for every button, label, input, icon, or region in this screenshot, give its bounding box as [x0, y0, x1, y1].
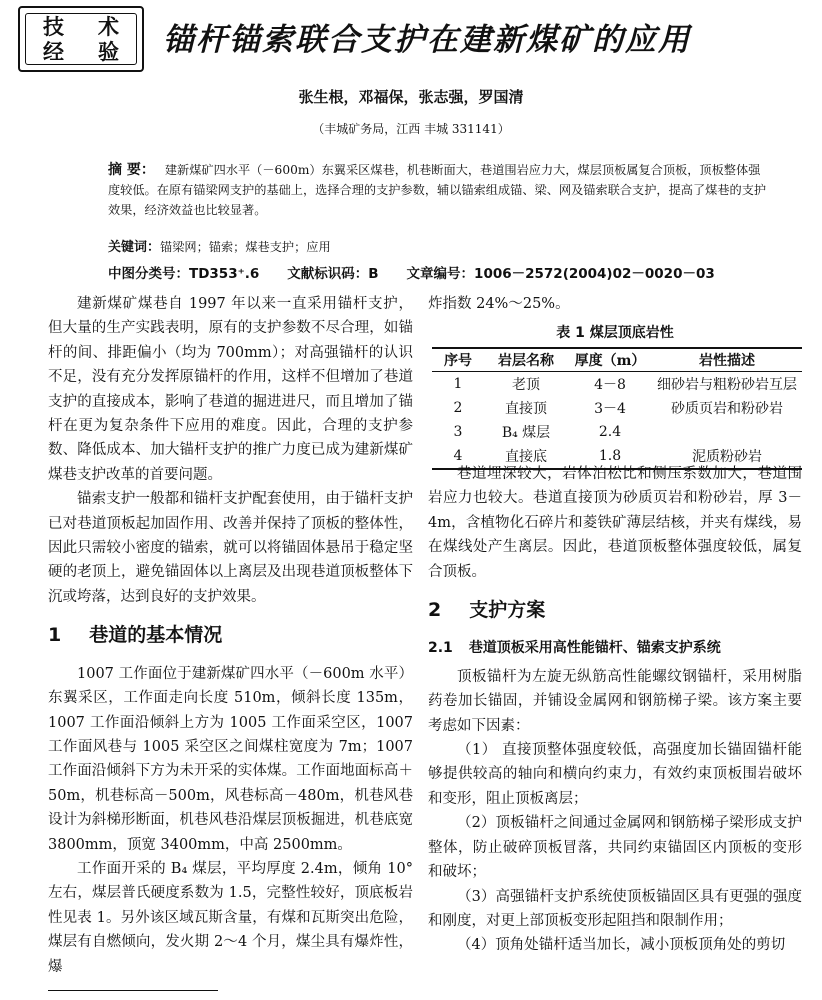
- section-title: 支护方案: [469, 599, 546, 622]
- table-cell: [652, 420, 802, 444]
- section-heading-1: [48, 623, 413, 647]
- left-column: [48, 292, 413, 979]
- article-number: 文章编号：1006－2572(2004)02－0020－03: [406, 266, 715, 282]
- paragraph: 1007 工作面位于建新煤矿四水平（－600m 水平）东翼采区，工作面走向长度 510m，倾斜长度 135m，1007 工作面沿倾斜上方为 1005 工作面采空区，1007 工作面风巷与 1005 采空区之间煤柱宽度为 7m；1007 工作面沿倾斜下方为未开采的实体煤。工作面地面标高＋50m，机巷标高－500m，风巷标高－480m，机巷风巷设计为斜梯形断面，机巷风巷沿煤层顶板掘进，机巷底宽 3800mm，顶宽 3400mm，中高 2500mm。: [48, 665, 413, 853]
- document-code: 文献标识码：B: [287, 266, 379, 282]
- abstract-text: 建新煤矿四水平（－600m）东翼采区煤巷，机巷断面大，巷道围岩应力大，煤层顶板属复合顶板，顶板整体强度较低。在原有锚梁网支护的基础上，选择合理的支护参数，辅以锚索组成锚、梁、网及锚索联合支护，提高了煤巷的支护效果，经济效益也比较显著。: [108, 163, 767, 217]
- list-item: （4）顶角处锚杆适当加长，减小顶板顶角处的剪切: [457, 937, 786, 954]
- table-cell: 1: [453, 376, 463, 392]
- table-header: 厚度（m）: [568, 348, 652, 372]
- right-column-top: [428, 292, 802, 316]
- article-title: 锚杆锚索联合支护在建新煤矿的应用: [163, 22, 691, 58]
- table-header: 岩性描述: [652, 348, 802, 372]
- table-cell: 直接底: [484, 444, 568, 469]
- paragraph: 建新煤矿煤巷自 1997 年以来一直采用锚杆支护，但大量的生产实践表明，原有的支护参数不尽合理，如锚杆的间、排距偏小（均为 700mm）；对高强锚杆的认识不足，没有充分发挥原锚杆的作用，这样不但增加了巷道支护的直接成本，影响了巷道的掘进进尺，而且增加了锚杆在更为复杂条件下应用的难度。因此，合理的支护参数、降低成本、加大锚杆支护的推广力度已成为建新煤矿煤巷支护改革的首要问题。: [48, 296, 413, 483]
- table-cell: 泥质粉砂岩: [652, 444, 802, 469]
- keywords: [108, 236, 331, 255]
- rock-property-table: [432, 347, 802, 470]
- tag-char: 术: [98, 14, 119, 39]
- paragraph: 顶板锚杆为左旋无纵筋高性能螺纹钢锚杆，采用树脂药卷加长锚固，并铺设金属网和钢筋梯子梁。该方案主要考虑如下因素：: [428, 668, 802, 734]
- footnote-rule: [48, 990, 218, 991]
- table-cell: B₄ 煤层: [501, 425, 551, 441]
- paragraph-continued: 炸指数 24%～25%。: [428, 296, 570, 312]
- table-row: [432, 372, 802, 397]
- table-cell: 2: [453, 400, 463, 416]
- authors: 张生根，邓福保，张志强，罗国清: [298, 88, 524, 106]
- table-cell: 1.8: [568, 444, 652, 469]
- table-header: 序号: [432, 348, 484, 372]
- table-cell: 老顶: [512, 377, 540, 393]
- section-number: 1: [48, 624, 62, 647]
- table-header-row: [432, 348, 802, 372]
- abstract-label: 摘 要：: [108, 162, 155, 178]
- list-item: （3）高强锚杆支护系统使顶板锚固区具有更强的强度和刚度，对更上部顶板变形起阻挡和限制作用；: [428, 888, 802, 929]
- classification-line: [108, 262, 715, 282]
- table-cell: 4－8: [594, 377, 626, 393]
- tag-char: 验: [98, 39, 119, 64]
- tag-char: 技: [43, 14, 64, 39]
- abstract: [108, 160, 768, 220]
- section-title: 巷道的基本情况: [89, 624, 223, 647]
- section-heading-2: [428, 598, 802, 622]
- keywords-text: 锚梁网；锚索；煤巷支护；应用: [160, 240, 331, 254]
- section-number: 2: [428, 599, 442, 622]
- column-tag-box: [18, 6, 144, 72]
- affiliation: （丰城矿务局，江西 丰城 331141）: [312, 122, 510, 136]
- table-cell: 直接顶: [505, 401, 547, 417]
- subsection-number: 2.1: [428, 640, 453, 657]
- list-item: （1） 直接顶整体强度较低，高强度加长锚固锚杆能够提供较高的轴向和横向约束力，有效约束顶板围岩破坏和变形，阻止顶板离层；: [428, 742, 802, 807]
- tag-char: 经: [43, 39, 64, 64]
- table-cell: 3－4: [594, 401, 626, 417]
- paragraph: 锚索支护一般都和锚杆支护配套使用，由于锚杆支护已对巷道顶板起加固作用、改善并保持了顶板的整体性，因此只需较小密度的锚索，就可以将锚固体悬吊于稳定坚硬的老顶上，避免锚固体以上离层及出现巷道顶板整体下沉或垮落，达到良好的支护效果。: [48, 491, 413, 605]
- list-item: （2）顶板锚杆之间通过金属网和钢筋梯子梁形成支护整体，防止破碎顶板冒落，共同约束锚固区内顶板的变形和破坏；: [428, 815, 802, 881]
- table-cell: 2.4: [598, 424, 622, 440]
- table-title: 表 1 煤层顶底岩性: [556, 325, 674, 341]
- table-cell: 细砂岩与粗粉砂岩互层: [657, 377, 797, 393]
- keywords-label: 关键词：: [108, 240, 161, 255]
- table-row: [432, 396, 802, 420]
- table-header: 岩层名称: [484, 348, 568, 372]
- table-cell: 砂质页岩和粉砂岩: [671, 401, 783, 417]
- right-column: [428, 462, 802, 958]
- subsection-title: 巷道顶板采用高性能锚杆、锚索支护系统: [468, 640, 721, 657]
- table-cell: 3: [453, 424, 463, 440]
- subsection-heading: [428, 636, 802, 660]
- paragraph: 工作面开采的 B₄ 煤层，平均厚度 2.4m，倾角 10°左右，煤层普氏硬度系数为 1.5，完整性较好，顶底板岩性见表 1。另外该区域瓦斯含量，有煤和瓦斯突出危险，煤层有自燃倾向，发火期 2～4 个月，煤尘具有爆炸性，爆: [48, 860, 413, 975]
- paragraph: 巷道埋深较大，岩体泊松比和侧压系数加大，巷道围岩应力也较大。巷道直接顶为砂质页岩和粉砂岩，厚 3－4m，含植物化石碎片和菱铁矿薄层结核，并夹有煤线，易在煤线处产生离层。因此，巷道顶板整体强度较低，属复合顶板。: [428, 466, 802, 580]
- table-cell: 4: [432, 444, 484, 469]
- table-row: [432, 420, 802, 444]
- clc-number: 中图分类号：TD353⁺.6: [108, 266, 260, 282]
